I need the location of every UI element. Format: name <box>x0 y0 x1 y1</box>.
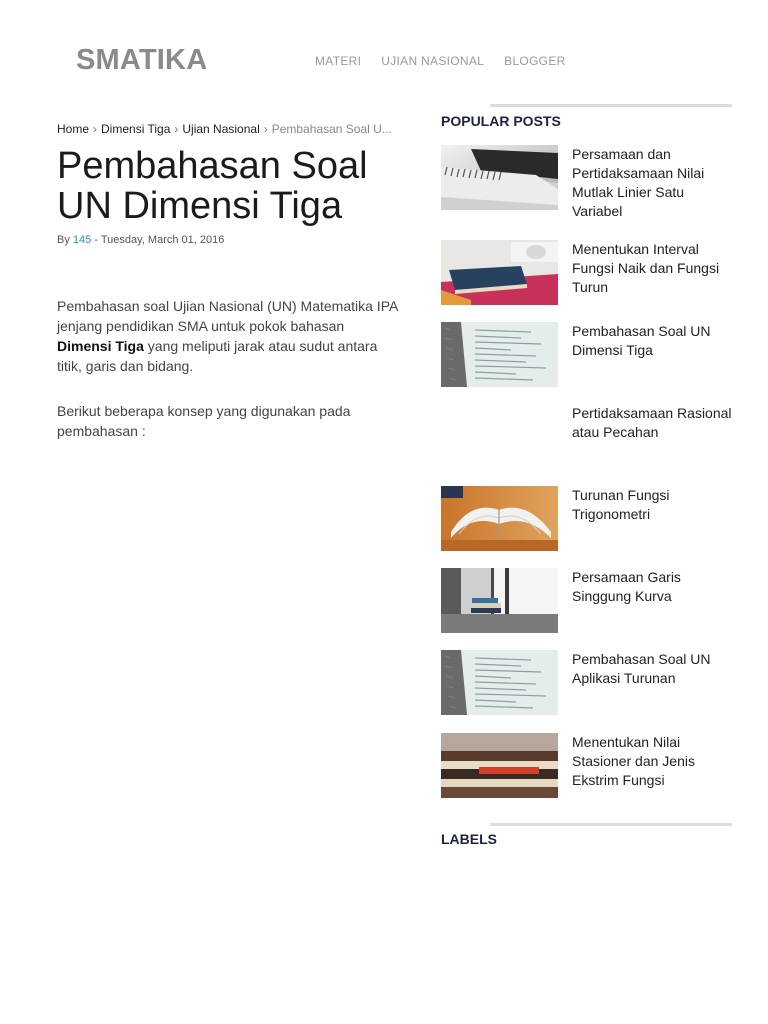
nav-item-materi[interactable]: MATERI <box>315 54 362 68</box>
labels-title: LABELS <box>441 831 497 847</box>
popular-post-title[interactable]: Turunan Fungsi Trigonometri <box>572 487 670 522</box>
popular-post-title[interactable]: Menentukan Interval Fungsi Naik dan Fungsi Turun <box>572 241 720 295</box>
popular-post-title[interactable]: Pembahasan Soal UN Dimensi Tiga <box>572 323 711 358</box>
window-books-thumbnail[interactable] <box>441 568 558 633</box>
code-printout-thumbnail[interactable] <box>441 322 558 387</box>
post-author-link[interactable]: 145 <box>72 234 92 246</box>
breadcrumb-separator: › <box>263 122 268 136</box>
site-logo[interactable]: SMATIKA <box>76 44 208 76</box>
popular-post-title[interactable]: Menentukan Nilai Stasioner dan Jenis Ekstrim Fungsi <box>572 734 695 788</box>
site-header <box>0 0 768 110</box>
popular-post-title[interactable]: Pembahasan Soal UN Aplikasi Turunan <box>572 651 711 686</box>
breadcrumb-dimensi-tiga[interactable]: Dimensi Tiga <box>101 122 171 136</box>
popular-post-title[interactable]: Persamaan Garis Singgung Kurva <box>572 569 681 604</box>
keyword-dimensi-tiga: Dimensi Tiga <box>57 338 144 354</box>
main-nav <box>315 54 566 68</box>
post-paragraph: Berikut beberapa konsep yang digunakan pada pembahasan : <box>57 403 351 439</box>
post-paragraph <box>57 296 402 376</box>
popular-post-title[interactable]: Persamaan dan Pertidaksamaan Nilai Mutlak Linier Satu Variabel <box>572 146 705 219</box>
post-meta <box>57 234 402 246</box>
nav-item-blogger[interactable]: BLOGGER <box>504 54 566 68</box>
nav-item-ujian-nasional[interactable]: UJIAN NASIONAL <box>381 54 485 68</box>
code-printout-thumbnail[interactable] <box>441 650 558 715</box>
notebook-tablet-thumbnail[interactable] <box>441 145 558 210</box>
breadcrumb <box>57 122 402 136</box>
post-by-label: By <box>57 234 70 246</box>
popular-posts-title: POPULAR POSTS <box>441 113 561 129</box>
popular-post-title[interactable]: Pertidaksamaan Rasional atau Pecahan <box>572 405 732 440</box>
book-stack-thumbnail[interactable] <box>441 733 558 798</box>
breadcrumb-ujian-nasional[interactable]: Ujian Nasional <box>182 122 260 136</box>
post-body <box>57 296 402 441</box>
post-date: - Tuesday, March 01, 2016 <box>94 234 225 246</box>
post-title: Pembahasan Soal UN Dimensi Tiga <box>57 145 368 227</box>
widget-divider <box>490 823 732 826</box>
books-headphones-thumbnail[interactable] <box>441 240 558 305</box>
paragraph-text: yang meliputi jarak atau sudut antara titik, garis dan bidang. <box>57 338 378 374</box>
paragraph-text: Pembahasan soal Ujian Nasional (UN) Matematika IPA jenjang pendidikan SMA untuk pokok bahasan <box>57 298 398 334</box>
widget-divider <box>490 104 732 107</box>
breadcrumb-home[interactable]: Home <box>57 122 90 136</box>
breadcrumb-current: Pembahasan Soal U... <box>271 122 392 136</box>
article <box>57 122 402 466</box>
breadcrumb-separator: › <box>93 122 98 136</box>
breadcrumb-separator: › <box>174 122 179 136</box>
open-book-thumbnail[interactable] <box>441 486 558 551</box>
